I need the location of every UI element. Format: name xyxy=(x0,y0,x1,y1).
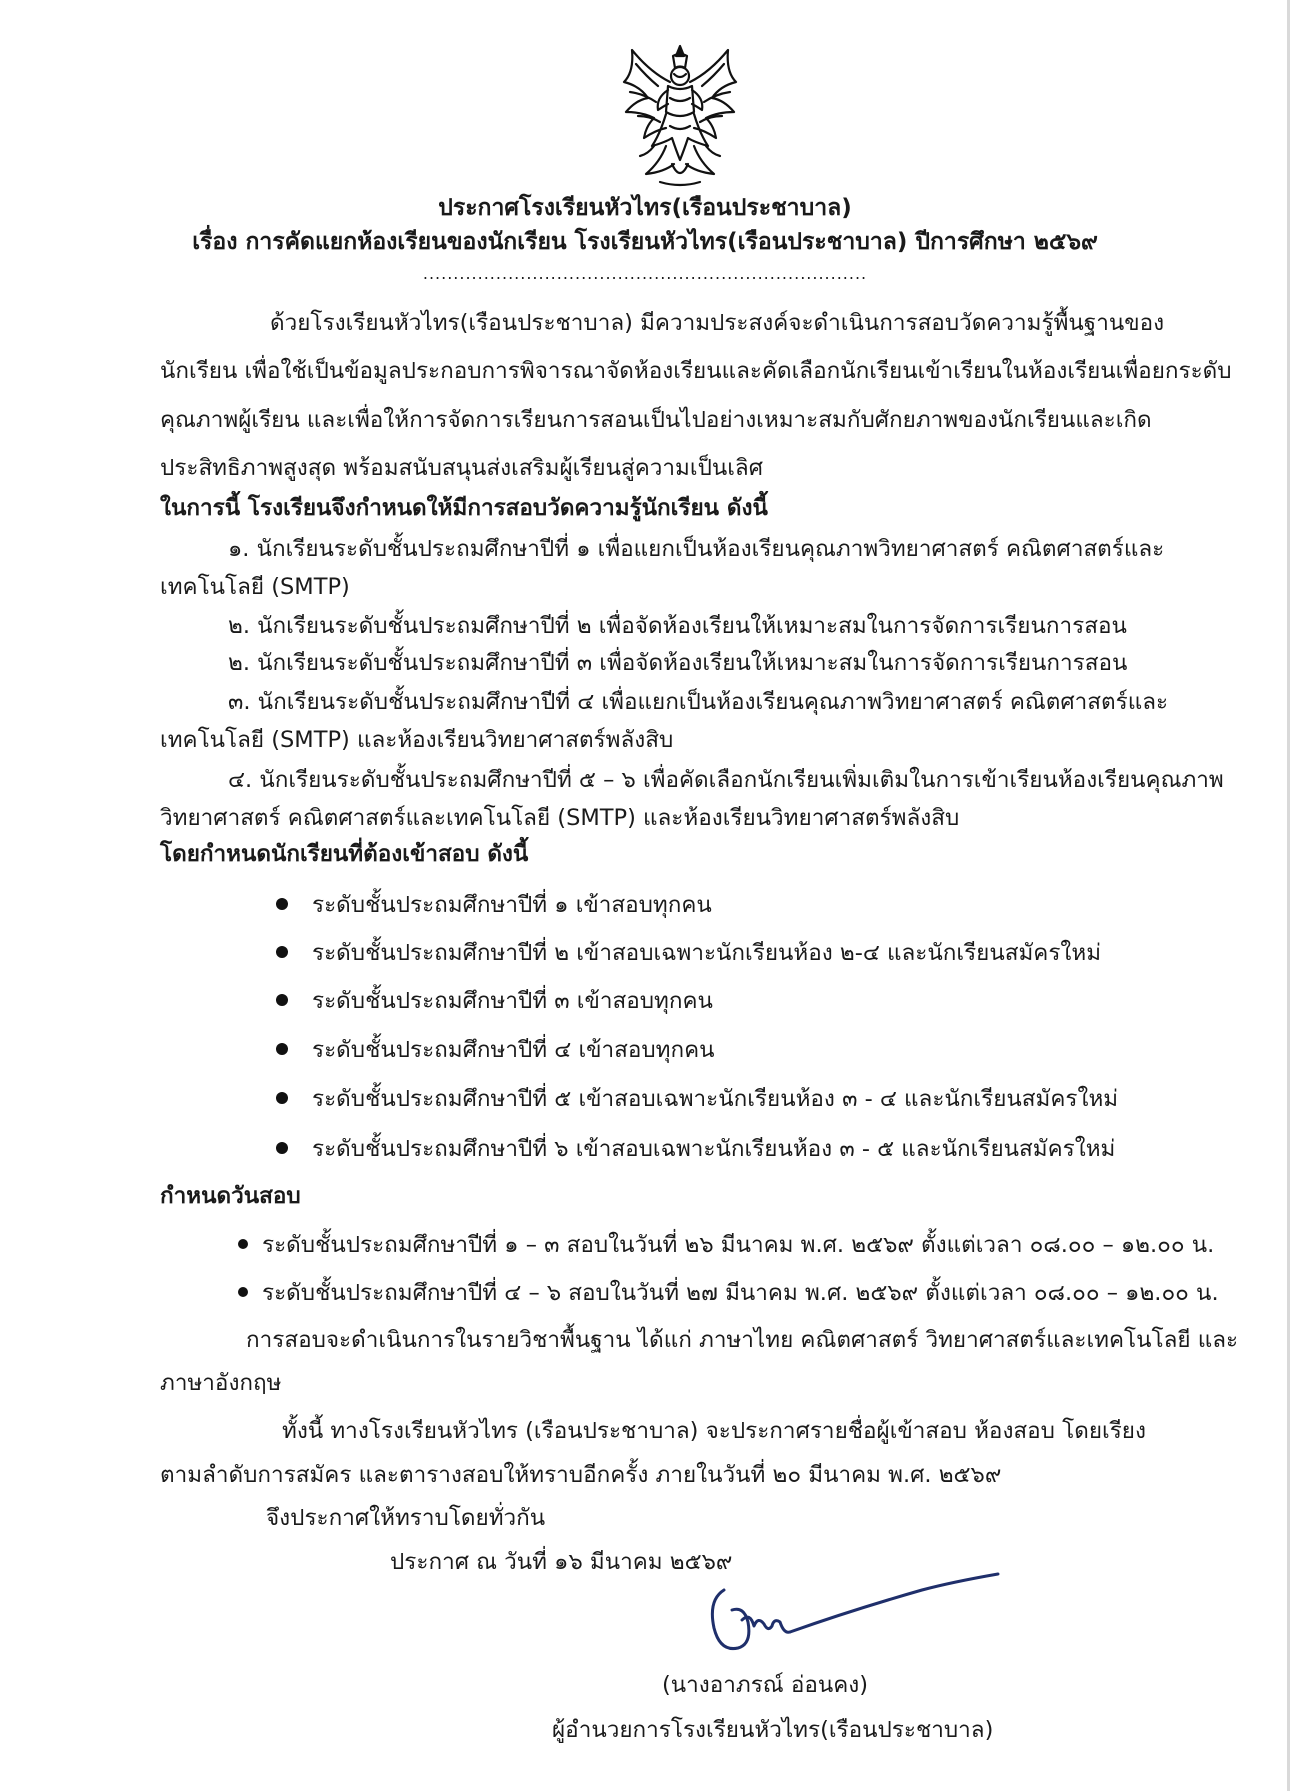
bullet-icon xyxy=(276,1142,288,1154)
students-bullet: ระดับชั้นประถมศึกษาปีที่ ๓ เข้าสอบทุกคน xyxy=(276,985,713,1017)
announce-line: จึงประกาศให้ทราบโดยทั่วกัน xyxy=(266,1505,546,1531)
students-bullet: ระดับชั้นประถมศึกษาปีที่ ๒ เข้าสอบเฉพาะนักเรียนห้อง ๒-๔ และนักเรียนสมัครใหม่ xyxy=(276,937,1101,969)
dates-bullet: ระดับชั้นประถมศึกษาปีที่ ๑ – ๓ สอบในวันที่ ๒๖ มีนาคม พ.ศ. ๒๕๖๙ ตั้งแต่เวลา ๐๘.๐๐ – ๑๒.๐๐ น. xyxy=(238,1229,1214,1261)
bullet-icon xyxy=(276,898,288,910)
exam-subjects-line: ภาษาอังกฤษ xyxy=(160,1370,282,1396)
purpose-item: ๓. นักเรียนระดับชั้นประถมศึกษาปีที่ ๔ เพื่อแยกเป็นห้องเรียนคุณภาพวิทยาศาสตร์ คณิตศาสตร์และ xyxy=(228,689,1169,715)
closing-line: ทั้งนี้ ทางโรงเรียนหัวไทร (เรือนประชาบาล) จะประกาศรายชื่อผู้เข้าสอบ ห้องสอบ โดยเรียง xyxy=(282,1418,1146,1444)
garuda-emblem-icon xyxy=(610,42,750,192)
bullet-icon xyxy=(276,1043,288,1055)
students-bullet: ระดับชั้นประถมศึกษาปีที่ ๑ เข้าสอบทุกคน xyxy=(276,889,712,921)
exam-subjects-line: การสอบจะดำเนินการในรายวิชาพื้นฐาน ได้แก่ ภาษาไทย คณิตศาสตร์ วิทยาศาสตร์และเทคโนโลยี และ xyxy=(246,1327,1239,1353)
students-bullet: ระดับชั้นประถมศึกษาปีที่ ๖ เข้าสอบเฉพาะนักเรียนห้อง ๓ - ๕ และนักเรียนสมัครใหม่ xyxy=(276,1133,1115,1165)
purpose-item-continuation: เทคโนโลยี (SMTP) xyxy=(160,574,350,600)
students-bullet: ระดับชั้นประถมศึกษาปีที่ ๕ เข้าสอบเฉพาะนักเรียนห้อง ๓ - ๔ และนักเรียนสมัครใหม่ xyxy=(276,1083,1118,1115)
purpose-heading: ในการนี้ โรงเรียนจึงกำหนดให้มีการสอบวัดความรู้นักเรียน ดังนี้ xyxy=(160,495,768,521)
purpose-item: ๔. นักเรียนระดับชั้นประถมศึกษาปีที่ ๕ – ๖ เพื่อคัดเลือกนักเรียนเพิ่มเติมในการเข้าเรียนห้องเรียนคุณภาพ xyxy=(228,767,1224,793)
purpose-item: ๑. นักเรียนระดับชั้นประถมศึกษาปีที่ ๑ เพื่อแยกเป็นห้องเรียนคุณภาพวิทยาศาสตร์ คณิตศาสตร์และ xyxy=(228,536,1165,562)
intro-line: นักเรียน เพื่อใช้เป็นข้อมูลประกอบการพิจารณาจัดห้องเรียนและคัดเลือกนักเรียนเข้าเรียนในห้องเรียนเพื่อยกระดับ xyxy=(160,358,1232,384)
announcement-subject: เรื่อง การคัดแยกห้องเรียนของนักเรียน โรงเรียนหัวไทร(เรือนประชาบาล) ปีการศึกษา ๒๕๖๙ xyxy=(192,229,1098,255)
bullet-icon xyxy=(276,994,288,1006)
announcement-title: ประกาศโรงเรียนหัวไทร(เรือนประชาบาล) xyxy=(438,195,852,221)
title-divider: ......................................................................... xyxy=(422,264,868,283)
signatory-name: (นางอาภรณ์ อ่อนคง) xyxy=(661,1672,869,1698)
purpose-item: ๒. นักเรียนระดับชั้นประถมศึกษาปีที่ ๒ เพื่อจัดห้องเรียนให้เหมาะสมในการจัดการเรียนการสอน xyxy=(228,613,1127,639)
bullet-icon xyxy=(276,946,288,958)
dates-bullet: ระดับชั้นประถมศึกษาปีที่ ๔ – ๖ สอบในวันที่ ๒๗ มีนาคม พ.ศ. ๒๕๖๙ ตั้งแต่เวลา ๐๘.๐๐ – ๑๒.๐๐ น. xyxy=(238,1277,1219,1309)
bullet-icon xyxy=(238,1287,248,1297)
intro-line: ประสิทธิภาพสูงสุด พร้อมสนับสนุนส่งเสริมผู้เรียนสู่ความเป็นเลิศ xyxy=(160,455,763,481)
intro-line: ด้วยโรงเรียนหัวไทร(เรือนประชาบาล) มีความประสงค์จะดำเนินการสอบวัดความรู้พื้นฐานของ xyxy=(270,310,1165,336)
dates-heading: กำหนดวันสอบ xyxy=(160,1183,301,1209)
announcement-date: ประกาศ ณ วันที่ ๑๖ มีนาคม ๒๕๖๙ xyxy=(390,1549,733,1575)
students-bullet: ระดับชั้นประถมศึกษาปีที่ ๔ เข้าสอบทุกคน xyxy=(276,1034,715,1066)
bullet-icon xyxy=(276,1092,288,1104)
closing-line: ตามลำดับการสมัคร และตารางสอบให้ทราบอีกครั้ง ภายในวันที่ ๒๐ มีนาคม พ.ศ. ๒๕๖๙ xyxy=(160,1462,1002,1488)
bullet-icon xyxy=(238,1239,248,1249)
signatory-position: ผู้อำนวยการโรงเรียนหัวไทร(เรือนประชาบาล) xyxy=(552,1717,994,1743)
purpose-item: ๒. นักเรียนระดับชั้นประถมศึกษาปีที่ ๓ เพื่อจัดห้องเรียนให้เหมาะสมในการจัดการเรียนการสอน xyxy=(228,650,1128,676)
students-heading: โดยกำหนดนักเรียนที่ต้องเข้าสอบ ดังนี้ xyxy=(160,841,529,867)
intro-line: คุณภาพผู้เรียน และเพื่อให้การจัดการเรียนการสอนเป็นไปอย่างเหมาะสมกับศักยภาพของนักเรียนและเกิด xyxy=(160,407,1152,433)
handwritten-signature-icon xyxy=(702,1560,1002,1670)
purpose-item-continuation: เทคโนโลยี (SMTP) และห้องเรียนวิทยาศาสตร์พลังสิบ xyxy=(160,727,674,753)
purpose-item-continuation: วิทยาศาสตร์ คณิตศาสตร์และเทคโนโลยี (SMTP) และห้องเรียนวิทยาศาสตร์พลังสิบ xyxy=(160,805,960,831)
